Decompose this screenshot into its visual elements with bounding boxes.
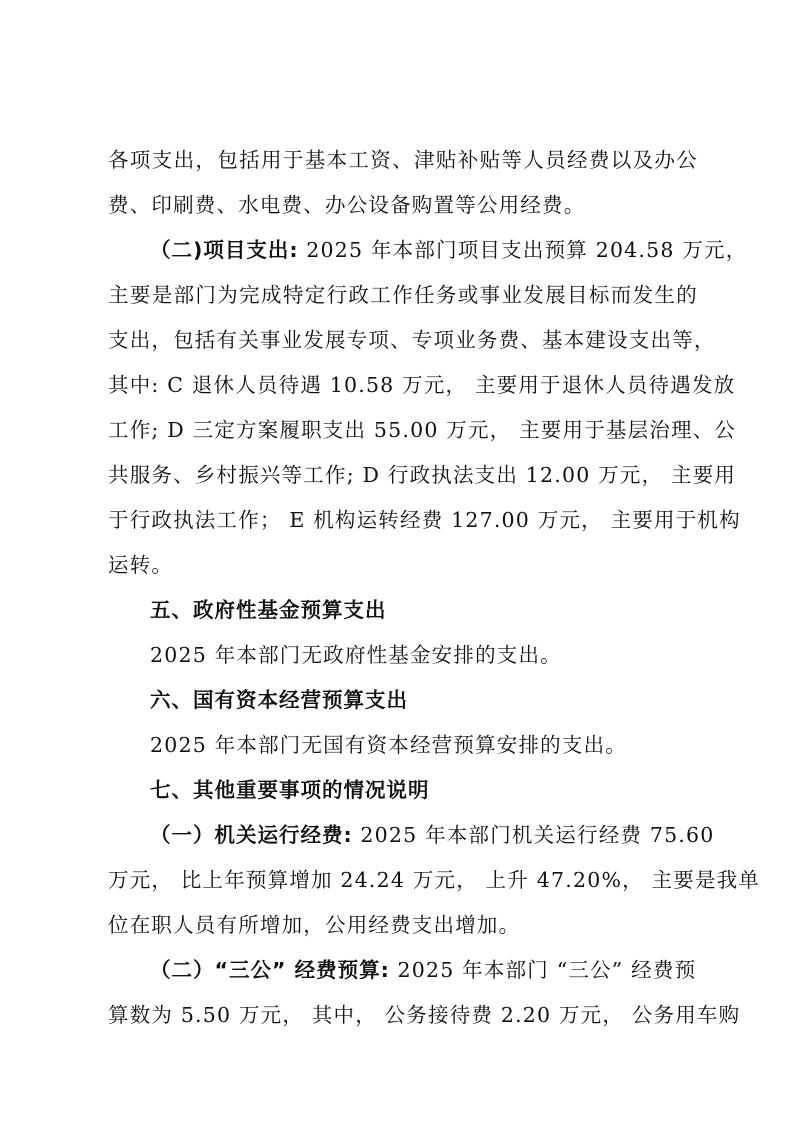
- paragraph-line: 各项支出，包括用于基本工资、津贴补贴等人员经费以及办公: [108, 148, 698, 172]
- paragraph-line: 于行政执法工作； E 机构运转经费 127.00 万元， 主要用于机构: [108, 508, 741, 532]
- project-expense-summary: 2025 年本部门项目支出预算 204.58 万元，: [298, 238, 748, 262]
- three-public-summary: 2025 年本部门 “三公” 经费预: [389, 958, 697, 982]
- paragraph-line: 共服务、乡村振兴等工作; D 行政执法支出 12.00 万元， 主要用: [108, 463, 737, 487]
- three-public-first-line: [150, 957, 698, 983]
- three-public-label: （二）“三公” 经费预算:: [150, 958, 390, 982]
- paragraph-line: 工作; D 三定方案履职支出 55.00 万元， 主要用于基层治理、公: [108, 418, 737, 442]
- project-expense-label: （二)项目支出:: [150, 238, 299, 262]
- paragraph-line: 万元， 比上年预算增加 24.24 万元， 上升 47.20%， 主要是我单: [108, 868, 761, 892]
- operation-expense-summary: 2025 年本部门机关运行经费 75.60: [352, 823, 715, 847]
- operation-expense-label: （一）机关运行经费:: [150, 823, 353, 847]
- section-heading: 五、政府性基金预算支出: [150, 598, 387, 622]
- operation-expense-first-line: [150, 822, 715, 848]
- section-heading: 七、其他重要事项的情况说明: [150, 778, 430, 802]
- paragraph-line: 主要是部门为完成特定行政工作任务或事业发展目标而发生的: [108, 283, 698, 307]
- paragraph-line: 支出，包括有关事业发展专项、专项业务费、基本建设支出等，: [108, 328, 716, 352]
- project-expense-first-line: [150, 237, 748, 263]
- paragraph-line: 运转。: [108, 553, 174, 577]
- paragraph-line: 费、印刷费、水电费、办公设备购置等公用经费。: [108, 193, 586, 217]
- paragraph-line: 算数为 5.50 万元， 其中， 公务接待费 2.20 万元， 公务用车购: [108, 1003, 741, 1027]
- section-text: 2025 年本部门无国有资本经营预算安排的支出。: [150, 733, 627, 757]
- paragraph-line: 其中: C 退休人员待遇 10.58 万元， 主要用于退休人员待遇发放: [108, 373, 736, 397]
- section-text: 2025 年本部门无政府性基金安排的支出。: [150, 643, 562, 667]
- section-heading: 六、国有资本经营预算支出: [150, 688, 408, 712]
- paragraph-line: 位在职人员有所增加，公用经费支出增加。: [108, 913, 521, 937]
